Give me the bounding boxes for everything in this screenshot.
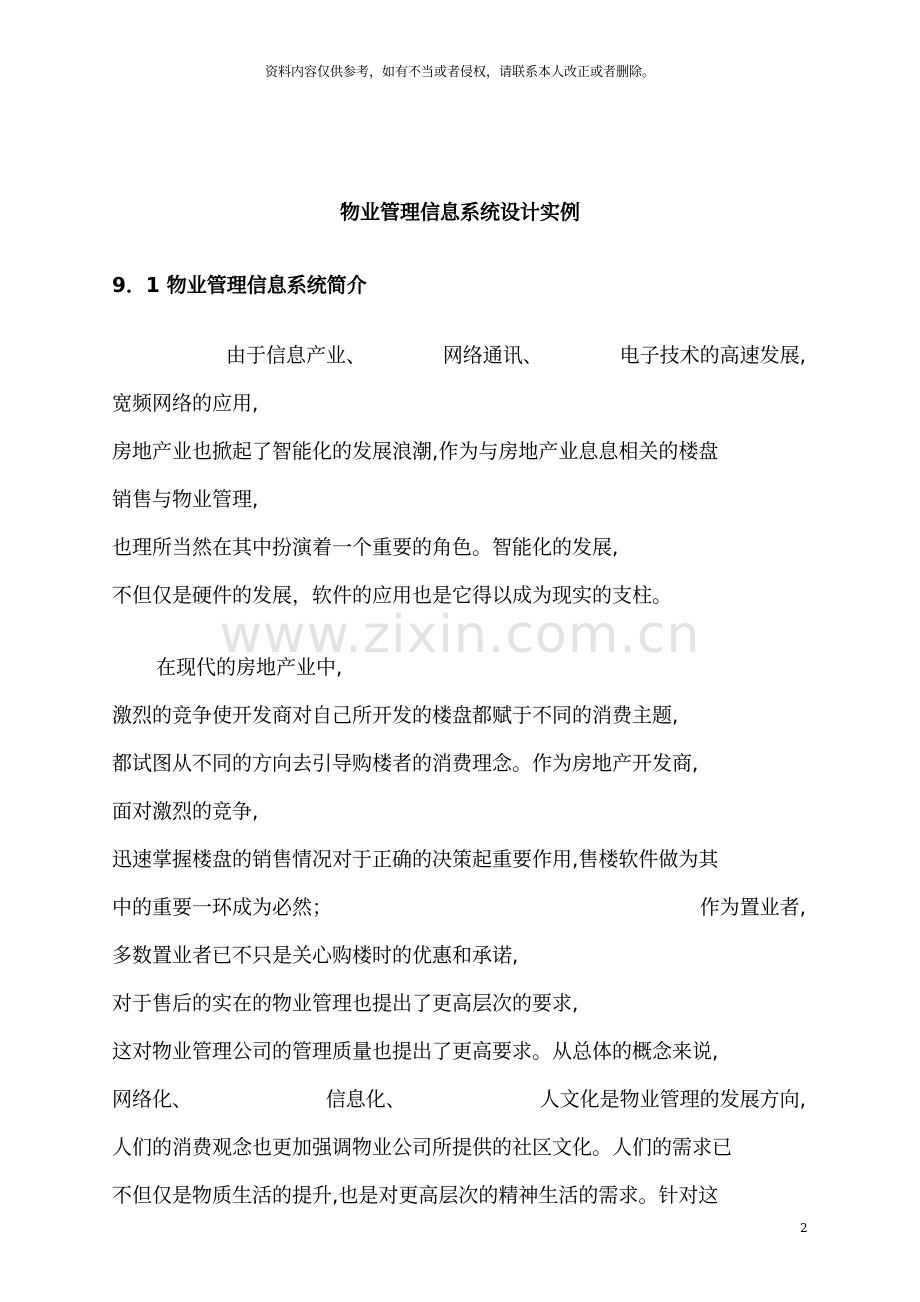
- header-note: 资料内容仅供参考，如有不当或者侵权，请联系本人改正或者删除。: [264, 65, 655, 80]
- text-segment: 作为置业者,: [699, 895, 806, 919]
- document-title: 物业管理信息系统设计实例: [340, 200, 580, 224]
- text-segment: 电子技术的高速发展,: [619, 343, 806, 367]
- paragraph-line: 销售与物业管理,: [112, 487, 259, 511]
- text-segment: 中的重要一环成为必然；: [112, 895, 332, 919]
- page-number: 2: [800, 1221, 808, 1235]
- text-segment: 网络通讯、: [442, 343, 543, 367]
- section-heading: 9．1 物业管理信息系统简介: [112, 273, 367, 297]
- text-segment: 由于信息产业、: [226, 343, 366, 367]
- paragraph-line: 多数置业者已不只是关心购楼时的优惠和承诺,: [112, 943, 519, 967]
- paragraph-line: 不但仅是物质生活的提升,也是对更高层次的精神生活的需求。针对这: [112, 1183, 719, 1207]
- paragraph-line: [226, 340, 806, 370]
- paragraph-line: 都试图从不同的方向去引导购楼者的消费理念。作为房地产开发商,: [112, 751, 699, 775]
- paragraph-line: 在现代的房地产业中,: [156, 655, 343, 679]
- paragraph-line: 也理所当然在其中扮演着一个重要的角色。智能化的发展,: [112, 535, 619, 559]
- paragraph-line: 宽频网络的应用,: [112, 391, 259, 415]
- text-segment: 人文化是物业管理的发展方向,: [539, 1087, 806, 1111]
- paragraph-line: 这对物业管理公司的管理质量也提出了更高要求。从总体的概念来说,: [112, 1039, 719, 1063]
- paragraph-line: [112, 892, 806, 922]
- paragraph-line: 不但仅是硬件的发展，软件的应用也是它得以成为现实的支柱。: [112, 583, 672, 607]
- paragraph-line: 迅速掌握楼盘的销售情况对于正确的决策起重要作用,售楼软件做为其: [112, 847, 719, 871]
- paragraph-line: 人们的消费观念也更加强调物业公司所提供的社区文化。人们的需求已: [112, 1135, 732, 1159]
- paragraph-line: 对于售后的实在的物业管理也提出了更高层次的要求,: [112, 991, 579, 1015]
- paragraph-line: [112, 1084, 806, 1114]
- text-segment: 信息化、: [325, 1087, 406, 1111]
- paragraph-line: 房地产业也掀起了智能化的发展浪潮,作为与房地产业息息相关的楼盘: [112, 439, 719, 463]
- paragraph-line: 激烈的竞争使开发商对自己所开发的楼盘都赋于不同的消费主题,: [112, 703, 679, 727]
- paragraph-line: 面对激烈的竞争,: [112, 799, 259, 823]
- text-segment: 网络化、: [112, 1087, 192, 1111]
- watermark: www.zixin.com.cn: [219, 605, 701, 665]
